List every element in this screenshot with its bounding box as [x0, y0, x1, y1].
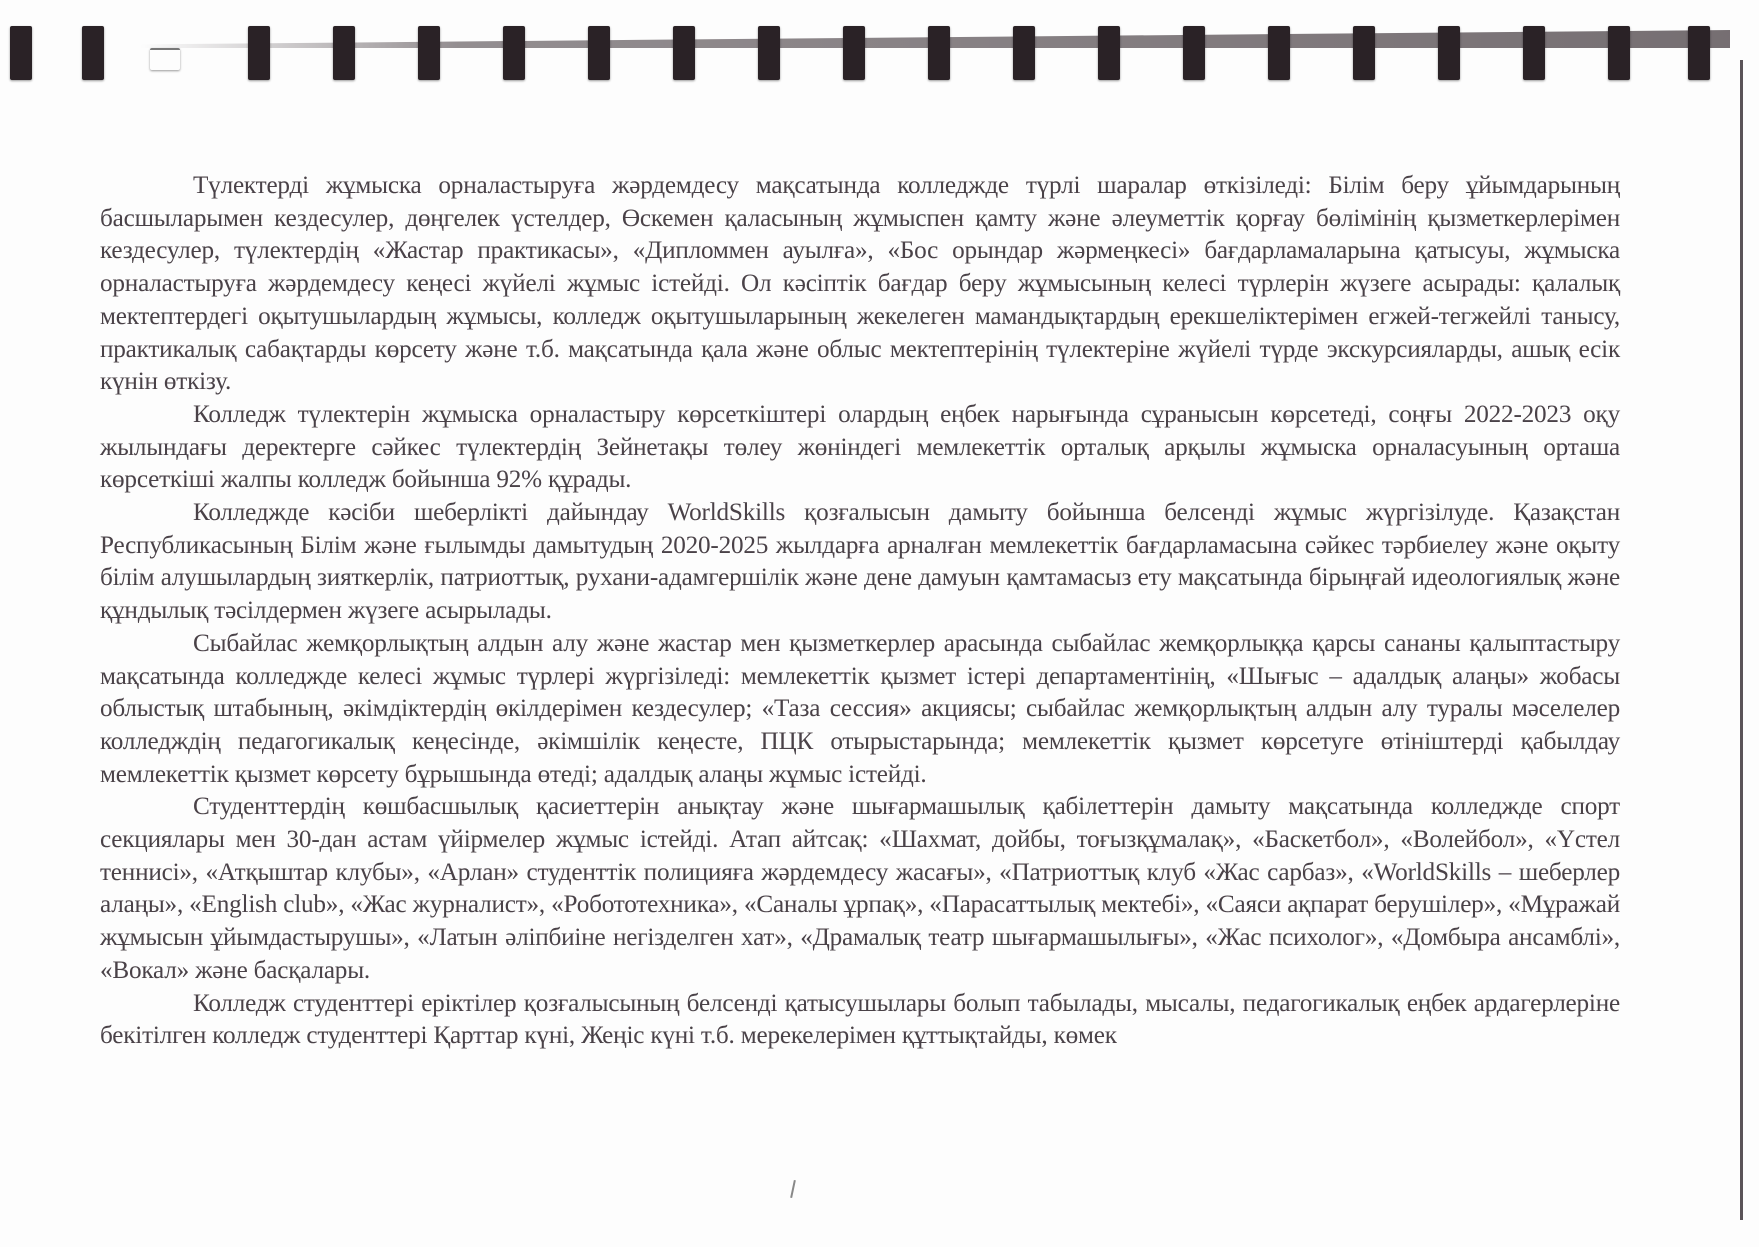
- paragraph-worldskills: Колледжде кәсіби шеберлікті дайындау WorldSkills қозғалысын дамыту бойынша белсенді жұмыс жүргізілуде. Қазақстан Республикасының Білім және ғылымды дамытудың 2020-2025 жылдарға арналған мемлекеттік бағдарламасына сәйкес тәрбиелеу және оқыту білім алушылардың зияткерлік, патриоттық, рухани-адамгершілік және дене дамуын қамтамасыз ету мақсатында бірыңғай идеологиялық және құндылық тәсілдермен жүзеге асырылады.: [100, 499, 1620, 625]
- binding-ring: [843, 26, 865, 80]
- binding-ring: [418, 26, 440, 80]
- paragraph-student-clubs: Студенттердің көшбасшылық қасиеттерін анықтау және шығармашылық қабілеттерін дамыту мақсатында колледжде спорт секциялары мен 30-дан астам үйірмелер жұмыс істейді. Атап айтсақ: «Шахмат, дойбы, тоғызқұмалақ», «Баскетбол», «Волейбол», «Үстел теннисі», «Атқыштар клубы», «Арлан» студенттік полицияға жәрдемдесу жасағы», «Патриоттық клуб «Жас сарбаз», «WorldSkills – шеберлер алаңы», «English club», «Жас журналист», «Робототехника», «Саналы ұрпақ», «Парасаттылық мектебі», «Саяси ақпарат берушілер», «Мұражай жұмысын ұйымдастырушы», «Латын әліпбиіне негізделген хат», «Драмалық театр шығармашылығы», «Жас психолог», «Домбыра ансамблі», «Вокал» және басқалары.: [100, 793, 1620, 984]
- binding-ring: [1353, 26, 1375, 80]
- paragraph-graduate-employment-assistance: Түлектерді жұмыска орналастыруға жәрдемдесу мақсатында колледжде түрлі шаралар өткізіледі: Білім беру ұйымдарының басшыларымен кездесулер, дөңгелек үстелдер, Өскемен қаласының жұмыспен қамту және әлеуметтік қорғау бөлімінің қызметкерлерімен кездесулер, түлектердің «Жастар практикасы», «Дипломмен ауылға», «Бос орындар жәрмеңкесі» бағдарламаларына қатысуы, жұмыска орналастыруға жәрдемдесу кеңесі жүйелі жұмыс істейді. Ол кәсіптік бағдар беру жұмысының келесі түрлерін жүзеге асырады: қалалық мектептердегі оқытушылардың жұмысы, колледж оқытушыларының жекелеген мамандықтардың ерекшеліктерімен егжей-тегжейлі танысу, практикалық сабақтарды көрсету және т.б. мақсатында қала және облыс мектептерінің түлектеріне жүйелі түрде экскурсияларды, ашық есік күнін өткізу.: [100, 172, 1620, 396]
- binding-ring: [673, 26, 695, 80]
- binding-ring: [1013, 26, 1035, 80]
- binding-ring: [503, 26, 525, 80]
- binding-ring: [1688, 26, 1710, 80]
- document-body: [100, 170, 1620, 1053]
- binding-ring: [1098, 26, 1120, 80]
- page-edge: [1740, 60, 1743, 1220]
- paragraph-anti-corruption: Сыбайлас жемқорлықтың алдын алу және жастар мен қызметкерлер арасында сыбайлас жемқорлыққа қарсы сананы қалыптастыру мақсатында колледжде келесі жұмыс түрлері жүргізіледі: мемлекеттік қызмет істері департаментінің, «Шығыс – адалдық алаңы» жобасы облыстық штабының, әкімдіктердің өкілдерімен кездесулер; «Таза сессия» акциясы; сыбайлас жемқорлықтың алдын алу туралы мәселелер колледждің педагогикалық кеңесінде, әкімшілік кеңесте, ПЦК отырыстарында; мемлекеттік қызмет көрсетуге өтініштерді қабылдау мемлекеттік қызмет көрсету бұрышында өтеді; адалдық алаңы жұмыс істейді.: [100, 629, 1620, 788]
- binding-ring: [150, 48, 180, 70]
- binding-ring: [1183, 26, 1205, 80]
- binding-ring: [82, 26, 104, 80]
- pen-mark: [790, 1180, 796, 1198]
- binding-ring: [1523, 26, 1545, 80]
- binding-ring: [1268, 26, 1290, 80]
- binding-ring: [588, 26, 610, 80]
- binding-ring: [1438, 26, 1460, 80]
- binding-ring: [1608, 26, 1630, 80]
- binding-ring: [248, 26, 270, 80]
- binding-ring: [928, 26, 950, 80]
- paragraph-employment-indicators: Колледж түлектерін жұмыска орналастыру көрсеткіштері олардың еңбек нарығында сұранысын көрсетеді, соңғы 2022-2023 оқу жылындағы деректерге сәйкес түлектердің Зейнетақы төлеу жөніндегі мемлекеттік орталық арқылы жұмыска орналасуының орташа көрсеткіші жалпы колледж бойынша 92% құрады.: [100, 400, 1620, 494]
- paragraph-volunteers: Колледж студенттері еріктілер қозғалысының белсенді қатысушылары болып табылады, мысалы, педагогикалық еңбек ардагерлеріне бекітілген колледж студенттері Қарттар күні, Жеңіс күні т.б. мерекелерімен құттықтайды, көмек: [100, 989, 1620, 1050]
- binding-ring: [10, 26, 32, 80]
- spiral-binding: [0, 0, 1759, 100]
- binding-ring: [333, 26, 355, 80]
- binding-ring: [758, 26, 780, 80]
